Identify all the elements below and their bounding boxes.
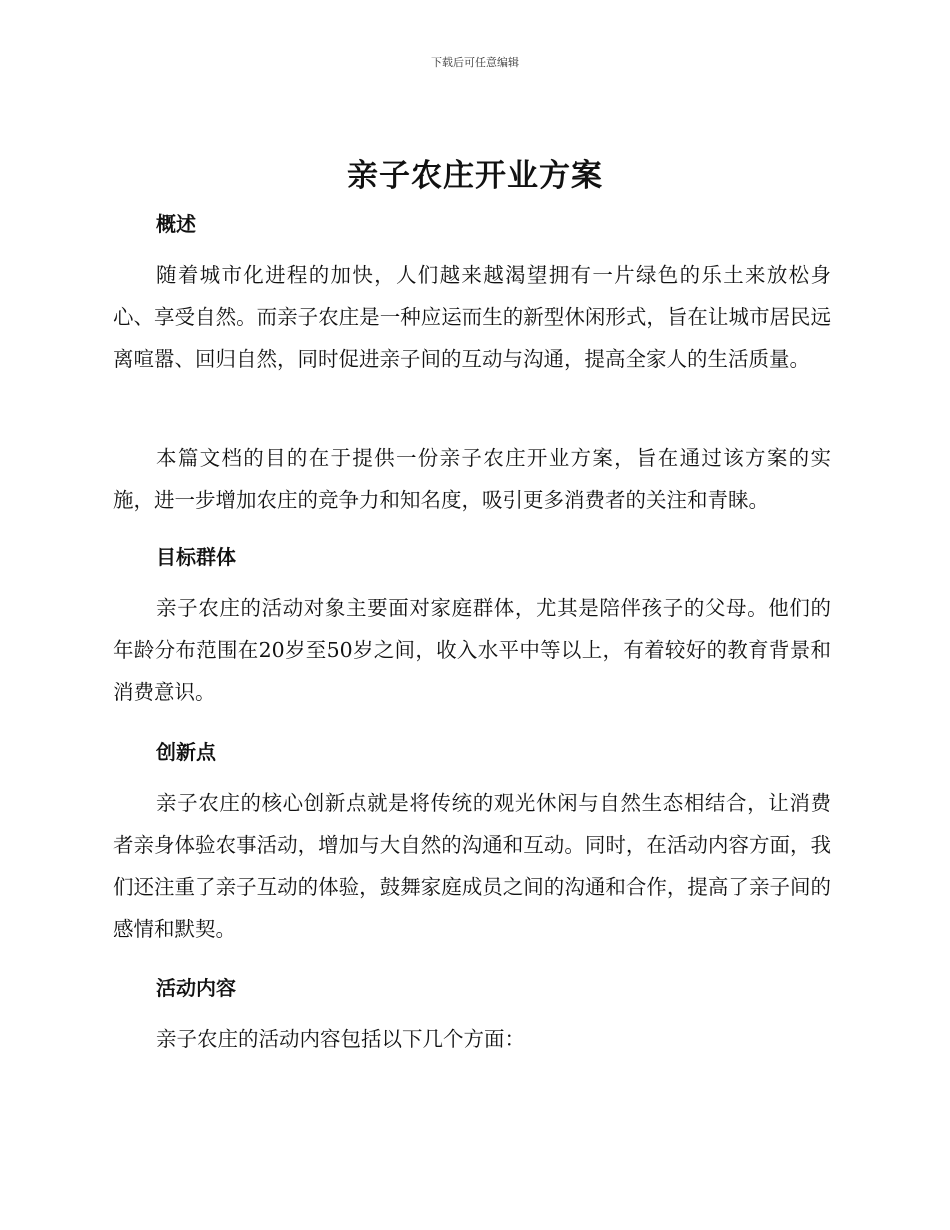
section-heading-innovation: 创新点 [156,740,216,764]
paragraph-activities: 亲子农庄的活动内容包括以下几个方面： [156,1027,525,1051]
document-title: 亲子农庄开业方案 [347,158,603,194]
header-note: 下载后可任意编辑 [431,56,519,69]
section-heading-activities: 活动内容 [156,976,236,1000]
paragraph-target-group: 亲子农庄的活动对象主要面对家庭群体，尤其是陪伴孩子的父母。他们的年龄分布范围在20岁至50岁之间，收入水平中等以上，有着较好的教育背景和消费意识。 [113,596,831,704]
section-heading-overview: 概述 [156,212,196,236]
section-heading-target-group: 目标群体 [156,545,236,569]
paragraph-innovation: 亲子农庄的核心创新点就是将传统的观光休闲与自然生态相结合，让消费者亲身体验农事活动，增加与大自然的沟通和互动。同时，在活动内容方面，我们还注重了亲子互动的体验，鼓舞家庭成员之间的沟通和合作，提高了亲子间的感情和默契。 [113,791,831,941]
paragraph-overview-2: 本篇文档的目的在于提供一份亲子农庄开业方案，旨在通过该方案的实施，进一步增加农庄的竞争力和知名度，吸引更多消费者的关注和青睐。 [113,446,831,512]
paragraph-overview-1: 随着城市化进程的加快，人们越来越渴望拥有一片绿色的乐土来放松身心、享受自然。而亲子农庄是一种应运而生的新型休闲形式，旨在让城市居民远离喧嚣、回归自然，同时促进亲子间的互动与沟通，提高全家人的生活质量。 [113,263,831,371]
